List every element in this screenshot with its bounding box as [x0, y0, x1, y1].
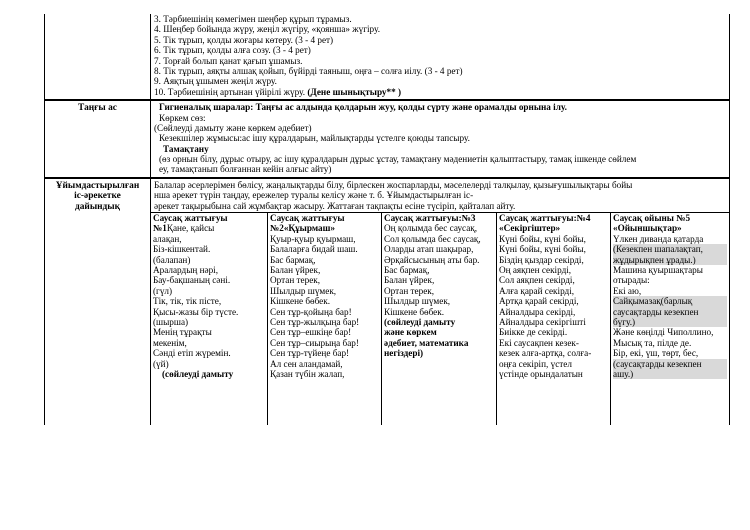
col5-title-1: Саусақ ойыны №5 — [613, 213, 691, 224]
col4-line: Айналдыра секіргішті — [499, 316, 586, 327]
col5-line: саусақтарды кезекпен — [613, 307, 727, 317]
col2-title-2: №2«Құырмаш» — [270, 223, 335, 234]
col1-title-num: №1 — [153, 223, 167, 234]
tamaktanu-text-1: (өз орнын білу, дұрыс отыру, ас ішу құралдарын дұрыс ұстау, тамақтану мәдениетін қалыптастыру, тамақ ішкенде сөйлем — [159, 154, 637, 165]
col3-subject-1: (сөйлеуді дамыту — [384, 316, 456, 327]
korkem-label: Көркем сөз: — [159, 112, 206, 123]
exercise-list — [151, 14, 729, 99]
activity-prep-label-3: дайындық — [74, 202, 121, 213]
col4-line: кезек алға-артқа, солға- — [499, 348, 592, 359]
activity-prep-row — [44, 178, 730, 425]
tamaktanu-heading: Тамақтану — [163, 143, 209, 154]
col1-line: Біз-кішкентай. — [153, 244, 211, 255]
col5-line: Және көңілді Чиполлино, — [613, 327, 714, 338]
col4-line: Екі саусақпен кезек- — [499, 337, 579, 348]
col2-line: Сен тұр–сиырыңа бар! — [270, 337, 359, 348]
col2-line: Ал сен аландамай, — [270, 358, 343, 369]
exercise-row-label — [45, 14, 151, 99]
col3-subject-3: әдебиет, математика — [384, 337, 469, 348]
breakfast-label: Таңғы ас — [45, 101, 151, 177]
col4-line: Күні бойы, күні бойы, — [499, 233, 586, 244]
col5-line: Бір, екі, үш, төрт, бес, — [613, 348, 699, 359]
col2-line: Сен тұр-жылқыңа бар! — [270, 316, 360, 327]
col4-line: Айналдыра секірді, — [499, 306, 576, 317]
exercise-item: 3. Тәрбиешінің көмегімен шеңбер құрып тұрамыз. — [154, 14, 352, 24]
finger-exercise-col-2 — [268, 213, 382, 425]
col1-line: Аралардың нәрі, — [153, 264, 219, 275]
exercise-item: 9. Аяқтың ұшымен жеңіл жүру. — [154, 76, 277, 87]
finger-exercise-col-4 — [497, 213, 611, 425]
activity-intro-2: нша әрекет түрін таңдау, ережелер туралы келісу және т. б. Ұйымдастырылған іс- — [154, 190, 474, 201]
col2-line: Бас бармақ, — [270, 254, 316, 265]
col3-subject-4: негіздері) — [384, 348, 424, 359]
col1-line: Қысы-жазы бір түсте. — [153, 306, 239, 317]
col1-line: (үй) — [153, 358, 169, 369]
activity-prep-label-1: Ұйымдастырылған — [55, 180, 140, 191]
col5-line: Мысық та, пілде де. — [613, 337, 692, 348]
col2-title-1: Саусақ жаттығуы — [270, 213, 345, 224]
col2-line: Қуыр-қуыр қуырмаш, — [270, 233, 356, 244]
col4-line: Оң аяқпен секірді, — [499, 264, 572, 275]
col4-line: Биікке де секірді. — [499, 327, 568, 338]
activity-prep-label — [45, 179, 151, 425]
finger-exercise-grid — [151, 212, 729, 425]
exercise-item: 7. Торғай болып қанат қағып ұшамыз. — [154, 55, 303, 66]
col4-line: Біздің қыздар секірді, — [499, 254, 584, 265]
col2-line: Шылдыр шүмек, — [270, 285, 337, 296]
col3-line: Шылдыр шүмек, — [384, 296, 451, 307]
tamaktanu-text-2: еу, тамақтанып болғаннан кейін алғыс айту) — [159, 164, 332, 175]
breakfast-content — [151, 101, 729, 177]
col1-line: алақан, — [153, 233, 182, 244]
korkem-source: (Сөйлеуді дамыту және көркем әдебиет) — [154, 122, 312, 133]
col4-title-1: Саусақ жаттығуы:№4 — [499, 213, 591, 224]
col2-line: Кішкене бөбек. — [270, 296, 331, 307]
col2-line: Сен тұр–ешкіңе бар! — [270, 327, 352, 338]
col1-line: мекенім, — [153, 337, 187, 348]
col2-line: Сен тұр-түйеңе бар! — [270, 348, 350, 359]
col1-title-1: Саусақ жаттығуы — [153, 213, 228, 224]
col1-line: Менің тұрақты — [153, 327, 212, 338]
col4-line: Алға қарай секірді, — [499, 285, 575, 296]
col1-title-suffix: Қане, қайсы — [166, 223, 215, 234]
col5-line: бүгу.) — [613, 317, 727, 327]
col1-title-2 — [153, 223, 265, 233]
finger-exercise-col-1 — [151, 213, 268, 425]
col5-line: отырады: — [613, 275, 650, 286]
col4-line: Күні бойы, күні бойы, — [499, 244, 586, 255]
col5-title-2: «Ойыншықтар» — [613, 223, 682, 234]
col5-line: Машина қуыршақтары — [613, 264, 703, 275]
activity-intro-1: Балалар әсерлерімен бөлісу, жаңалықтарды білу, бірлескен жоспарларды, мәселелерді талқылау, қызығушылықтары бойы — [154, 179, 633, 190]
col3-line: Кішкене бөбек. — [384, 306, 445, 317]
col5-line: Екі аю, — [613, 285, 642, 296]
col3-line: Сол қолымда бес саусақ, — [384, 233, 481, 244]
col3-title-1: Саусақ жаттығуы:№3 — [384, 213, 476, 224]
activity-prep-label-2: іс-әрекетке — [74, 191, 121, 202]
col3-line: Бас бармақ, — [384, 264, 430, 275]
col2-line: Қазан түбін жалап, — [270, 368, 345, 379]
col3-line: Ортан терек, — [384, 285, 435, 296]
col3-line: Оң қолымда бес саусақ, — [384, 223, 478, 234]
col4-title-2: «Секіргіштер» — [499, 223, 561, 234]
col4-line: үстінде орындалатын — [499, 368, 583, 379]
finger-exercise-col-5 — [611, 213, 729, 425]
col2-line: Сен тұр-қойыңа бар! — [270, 306, 352, 317]
activity-intro-3: әрекет тақырыбына сай жұмбақтар жасыру. Жаттаған тақпақты есіне түсіріп, қайталап айту. — [154, 200, 516, 211]
col2-line: Балан үйрек, — [270, 264, 321, 275]
exercise-item: 4. Шеңбер бойында жүру, жеңіл жүгіру, «қояншa» жүгіру. — [154, 24, 380, 35]
breakfast-row — [44, 100, 730, 178]
col1-line: Сәнді етіп жүремін. — [153, 348, 231, 359]
exercise-item-text: 10. Тәрбиешінің артынан үйірілі жүру. — [154, 86, 306, 97]
exercise-item: 6. Тік тұрып, қолды алға созу. (3 - 4 рет) — [154, 45, 311, 56]
exercise-item: 5. Тік тұрып, қолды жоғары көтеру. (3 - 4 рет) — [154, 34, 334, 45]
col4-line: оңға секіріп, үстел — [499, 358, 572, 369]
exercise-item: 8. Тік тұрып, аяқты алшақ қойып, бүйірді таяныш, оңға – солға иілу. (3 - 4 рет) — [154, 65, 463, 76]
col1-line: Тік, тік, тік пісте, — [153, 296, 222, 307]
col4-line: Сол аяқпен секірді, — [499, 275, 575, 286]
col3-line: Әрқайсысының аты бар. — [384, 254, 480, 265]
activity-prep-content — [151, 179, 729, 425]
col5-line: (Кезекпен шапалақтап, — [613, 244, 727, 254]
col1-line: Бау-бақшаның сәні. — [153, 275, 231, 286]
col5-line: Сайқымазақ(барлық — [613, 296, 727, 306]
col1-line: (гүл) — [153, 285, 173, 296]
col5-line: ашу.) — [613, 369, 727, 379]
exercise-item — [154, 87, 727, 97]
col5-line: жұдырықпен ұрады.) — [613, 255, 727, 265]
col5-line: (саусақтарды кезекпен — [613, 359, 727, 369]
exercise-item-subject: (Дене шынықтыру** ) — [307, 86, 402, 97]
col5-line: Үлкен диванда қатарда — [613, 233, 704, 244]
col4-line: Артқа қарай секірді, — [499, 296, 579, 307]
exercise-row — [44, 14, 730, 100]
document-page — [44, 14, 730, 425]
col1-line: (шырша) — [153, 316, 189, 327]
col1-line: (балапан) — [153, 254, 191, 265]
finger-exercise-col-3 — [382, 213, 497, 425]
col3-line: Балан үйрек, — [384, 275, 435, 286]
col1-subject: (сөйлеуді дамыту — [162, 368, 234, 379]
col2-line: Балаларға бидай шаш. — [270, 244, 358, 255]
hygiene-text: Гигиеналық шаралар: Таңғы ас алдында қолдарын жуу, қолды сүрту және орамалды орнына ілу. — [159, 102, 567, 113]
kezekshi-text: Кезекшілер жұмысы:ас ішу құралдарын, майлықтарды үстелге қоюды тапсыру. — [159, 133, 470, 144]
col3-line: Оларды атап шақырар, — [384, 244, 474, 255]
col3-subject-2: және көркем — [384, 327, 437, 338]
col2-line: Ортан терек, — [270, 275, 321, 286]
